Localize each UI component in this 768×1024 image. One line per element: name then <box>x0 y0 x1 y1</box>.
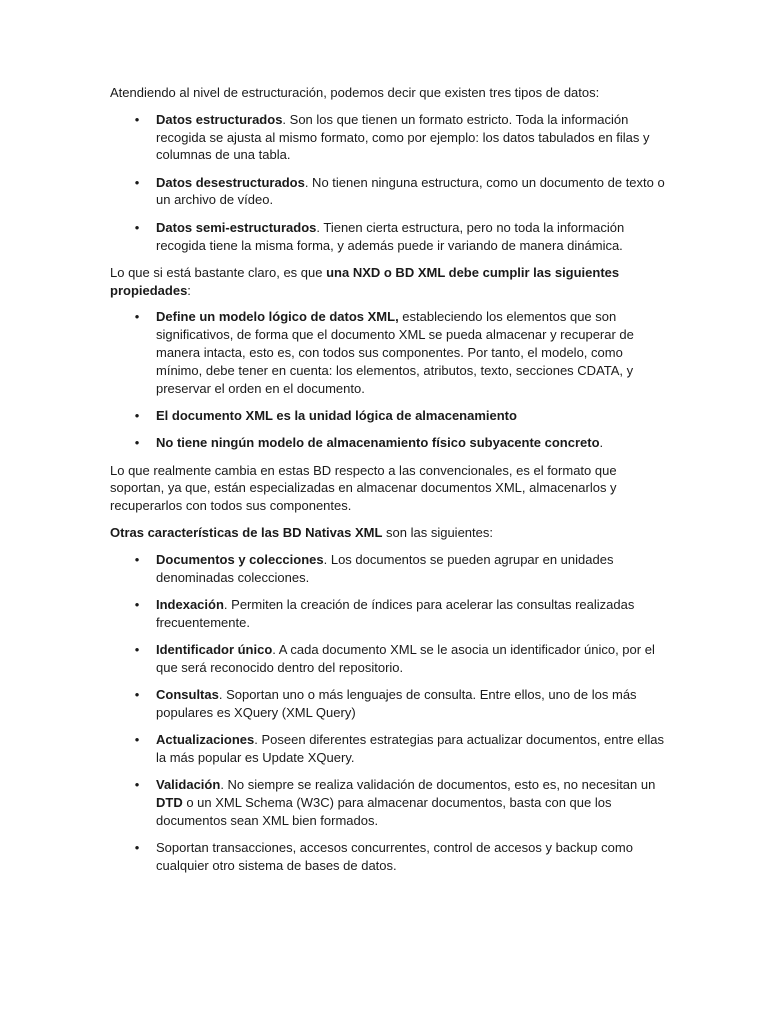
features-list <box>110 551 665 875</box>
description: . No siempre se realiza validación de documentos, esto es, no necesitan un <box>220 777 656 793</box>
list-item <box>110 434 665 452</box>
bullet-icon: • <box>134 407 140 423</box>
bullet-icon: • <box>134 596 140 612</box>
bullet-icon: • <box>134 551 140 567</box>
description: . Son los que tienen un formato estricto. Toda la información recogida se ajusta al mismo formato, como por ejemplo: los datos tabulados en filas y columnas de una tabla. <box>156 111 650 163</box>
term: Validación <box>156 777 221 793</box>
term: Define un modelo lógico de datos XML, <box>156 309 399 325</box>
description: . Poseen diferentes estrategias para actualizar documentos, entre ellas la más popular es Update XQuery. <box>156 732 665 765</box>
term: Datos estructurados <box>156 111 283 127</box>
description: . Tienen cierta estructura, pero no toda la información recogida tiene la misma forma, y además puede ir variando de manera dinámica. <box>156 219 625 253</box>
features-intro-bold: Otras características de las BD Nativas XML <box>110 524 383 540</box>
document-page <box>110 84 665 884</box>
bullet-icon: • <box>134 687 140 703</box>
properties-intro-post: : <box>187 282 191 298</box>
term: Documentos y colecciones <box>156 551 324 567</box>
properties-intro-pre: Lo que si está bastante claro, es que <box>110 264 327 280</box>
bullet-icon: • <box>134 777 140 793</box>
term: Indexación <box>156 596 224 612</box>
term: Actualizaciones <box>156 732 255 748</box>
description: . Permiten la creación de índices para acelerar las consultas realizadas frecuentemente. <box>156 596 635 630</box>
description-continued: o un XML Schema (W3C) para almacenar documentos, basta con que los documentos sean XML bien formados. <box>156 795 612 828</box>
description: Soportan transacciones, accesos concurrentes, control de accesos y backup como cualquier otro sistema de bases de datos. <box>156 840 633 873</box>
description: . A cada documento XML se le asocia un identificador único, por el que será reconocido dentro del repositorio. <box>156 641 655 675</box>
term: Identificador único <box>156 641 273 657</box>
list-item <box>110 219 665 255</box>
bullet-icon: • <box>134 732 140 748</box>
bullet-icon: • <box>134 174 140 190</box>
list-item <box>110 111 665 164</box>
bullet-icon: • <box>134 641 140 657</box>
bullet-icon: • <box>134 111 140 127</box>
list-item <box>110 641 665 677</box>
list-item <box>110 731 665 767</box>
properties-intro-bold: una NXD o BD XML debe cumplir las siguientes propiedades <box>110 264 620 298</box>
properties-list <box>110 308 665 452</box>
intro-paragraph: Atendiendo al nivel de estructuración, podemos decir que existen tres tipos de datos: <box>110 85 600 100</box>
bullet-icon: • <box>134 309 140 325</box>
term: Datos semi-estructurados <box>156 219 317 235</box>
properties-intro-paragraph <box>110 264 665 300</box>
list-item <box>110 686 665 722</box>
list-item <box>110 407 665 425</box>
list-item <box>110 174 665 210</box>
description: estableciendo los elementos que son significativos, de forma que el documento XML se pueda almacenar y recuperar de manera intacta, esto es, con todos sus componentes. Por tanto, el modelo, como mínimo, debe tener en cuenta: los elementos, atributos, texto, secciones CDATA, y preservar el orden en el documento. <box>156 309 634 396</box>
list-item <box>110 776 665 829</box>
list-item <box>110 839 665 875</box>
term: El documento XML es la unidad lógica de almacenamiento <box>156 407 517 423</box>
term: Consultas <box>156 687 219 703</box>
term: No tiene ningún modelo de almacenamiento físico subyacente concreto <box>156 435 600 451</box>
list-item <box>110 551 665 587</box>
list-item <box>110 596 665 632</box>
description: . No tienen ninguna estructura, como un documento de texto o un archivo de vídeo. <box>156 174 665 208</box>
bullet-icon: • <box>134 219 140 235</box>
features-intro-paragraph <box>110 524 665 542</box>
difference-paragraph: Lo que realmente cambia en estas BD respecto a las convencionales, es el formato que soportan, ya que, están especializadas en almacenar documentos XML, almacenarlos y recuperarlos con todos sus componentes. <box>110 462 617 514</box>
term-dtd: DTD <box>156 795 183 810</box>
list-item <box>110 308 665 397</box>
term: Datos desestructurados <box>156 174 305 190</box>
description: . Los documentos se pueden agrupar en unidades denominadas colecciones. <box>156 551 614 585</box>
bullet-icon: • <box>134 435 140 451</box>
features-intro-post: son las siguientes: <box>382 524 493 540</box>
description: . Soportan uno o más lenguajes de consulta. Entre ellos, uno de los más populares es XQuery (XML Query) <box>156 687 637 720</box>
data-types-list <box>110 111 665 255</box>
description: . <box>599 435 604 451</box>
bullet-icon: • <box>134 840 140 856</box>
